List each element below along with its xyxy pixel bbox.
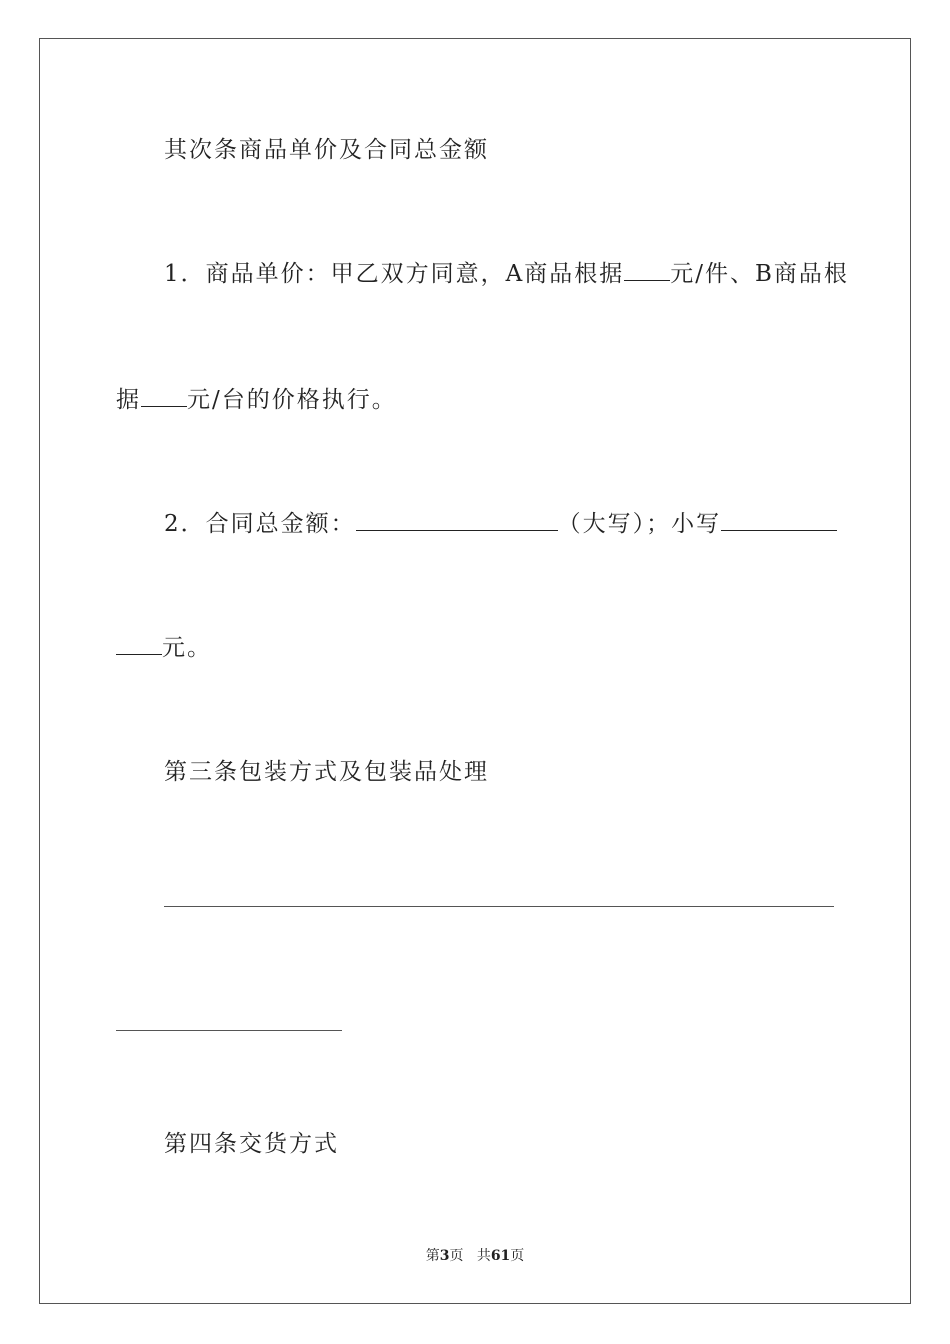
total-amount-lowercase-blank-cont: [116, 636, 162, 655]
item-2-middle: （大写）；小写: [557, 511, 722, 537]
section-3-heading: 第三条包装方式及包装品处理: [164, 759, 489, 785]
item-1-line-2: [116, 386, 397, 414]
footer-page-number: 3: [439, 1248, 450, 1264]
item-1-cont-prefix: 据: [116, 387, 141, 413]
item-1-middle: 元/件、B商品根: [670, 261, 849, 287]
unit-price-a-blank: [624, 262, 670, 281]
footer-total-label-post: 页: [510, 1248, 525, 1264]
item-2-line-1: [164, 510, 837, 538]
item-1-line-1: [164, 260, 849, 288]
item-2-prefix: 2．合同总金额：: [164, 511, 356, 537]
item-1-prefix: 1．商品单价：甲乙双方同意，A商品根据: [164, 261, 625, 287]
unit-price-b-blank: [141, 388, 187, 407]
total-amount-lowercase-blank: [721, 512, 837, 531]
total-amount-uppercase-blank: [356, 512, 558, 531]
item-1-cont-suffix: 元/台的价格执行。: [187, 387, 397, 413]
footer-page-label-post: 页: [449, 1248, 464, 1264]
footer-total-pages: 61: [490, 1248, 511, 1264]
packaging-blank-line-1: [164, 906, 834, 907]
packaging-blank-line-2: [116, 1030, 342, 1031]
page-frame: [39, 38, 911, 1304]
footer-page-label-pre: 第: [425, 1248, 440, 1264]
page-footer: [0, 1246, 950, 1266]
footer-total-label-pre: 共: [476, 1248, 491, 1264]
item-2-line-2: [116, 634, 212, 662]
section-4-heading: 第四条交货方式: [164, 1131, 339, 1157]
section-2-heading: 其次条商品单价及合同总金额: [164, 137, 489, 163]
item-2-suffix: 元。: [162, 635, 212, 661]
